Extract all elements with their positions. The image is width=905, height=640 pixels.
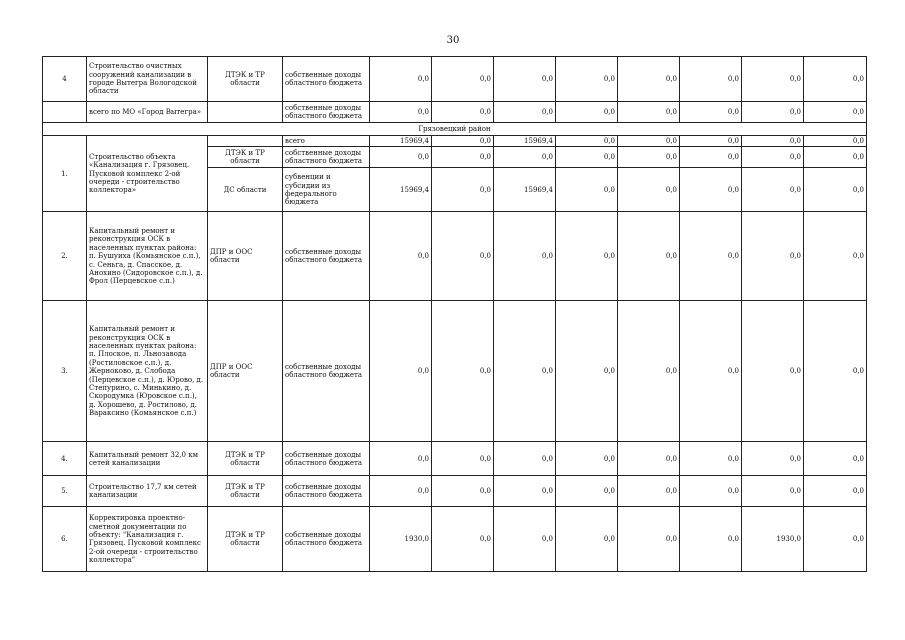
value-cell: 15969,4	[370, 168, 432, 212]
measure-description: Строительство объекта «Канализация г. Грязовец. Пусковой комплекс 2-ой очереди - строительство коллектора»	[87, 136, 208, 212]
value-cell: 0,0	[556, 57, 618, 102]
value-cell: 0,0	[432, 442, 494, 476]
value-cell: 0,0	[556, 102, 618, 123]
value-cell: 0,0	[742, 168, 804, 212]
value-cell: 15969,4	[370, 136, 432, 147]
value-cell: 0,0	[370, 301, 432, 442]
value-cell: 0,0	[804, 102, 867, 123]
value-cell: 0,0	[618, 507, 680, 572]
value-cell: 0,0	[432, 147, 494, 168]
value-cell: 0,0	[804, 301, 867, 442]
row-number: 5.	[43, 476, 87, 507]
value-cell: 0,0	[432, 476, 494, 507]
value-cell: 0,0	[556, 507, 618, 572]
value-cell: 0,0	[618, 136, 680, 147]
funding-source: собственные доходы областного бюджета	[283, 102, 370, 123]
value-cell: 0,0	[494, 476, 556, 507]
executor	[208, 136, 283, 147]
funding-source: собственные доходы областного бюджета	[283, 212, 370, 301]
row-number: 4.	[43, 442, 87, 476]
value-cell: 0,0	[804, 147, 867, 168]
value-cell: 0,0	[680, 442, 742, 476]
value-cell: 0,0	[804, 442, 867, 476]
value-cell: 15969,4	[494, 168, 556, 212]
value-cell: 0,0	[618, 168, 680, 212]
value-cell: 0,0	[494, 442, 556, 476]
value-cell: 0,0	[370, 102, 432, 123]
value-cell: 0,0	[804, 476, 867, 507]
funding-source: собственные доходы областного бюджета	[283, 301, 370, 442]
value-cell: 0,0	[556, 147, 618, 168]
measure-description: Капитальный ремонт и реконструкция ОСК в населенных пунктах района: п. Бушуиха (Комьянское с.п.), с. Сеньга, д. Спасское, д. Анохино (Сидоровское с.п.), д. Фрол (Перцевское с.п.)	[87, 212, 208, 301]
executor: ДПР и ООС области	[208, 301, 283, 442]
table-row	[43, 507, 867, 572]
value-cell: 0,0	[742, 476, 804, 507]
measure-description: Строительство очистных сооружений канализации в городе Вытегра Вологодской области	[87, 57, 208, 102]
value-cell: 0,0	[680, 57, 742, 102]
funding-source: собственные доходы областного бюджета	[283, 147, 370, 168]
measure-description: Строительство 17,7 км сетей канализации	[87, 476, 208, 507]
value-cell: 0,0	[432, 301, 494, 442]
table-row	[43, 102, 867, 123]
value-cell: 0,0	[742, 442, 804, 476]
value-cell: 0,0	[804, 57, 867, 102]
value-cell: 0,0	[680, 147, 742, 168]
table-row	[43, 212, 867, 301]
table-row	[43, 136, 867, 147]
table-row	[43, 57, 867, 102]
funding-source: субвенции и субсидии из федерального бюджета	[283, 168, 370, 212]
value-cell: 0,0	[680, 102, 742, 123]
value-cell: 0,0	[680, 507, 742, 572]
value-cell: 0,0	[556, 301, 618, 442]
measure-description: Корректировка проектно-сметной документации по объекту: "Канализация г. Грязовец. Пусковой комплекс 2-ой очереди - строительство коллектора"	[87, 507, 208, 572]
value-cell: 0,0	[494, 57, 556, 102]
value-cell: 0,0	[618, 102, 680, 123]
value-cell: 0,0	[556, 442, 618, 476]
value-cell: 0,0	[494, 147, 556, 168]
executor: ДС области	[208, 168, 283, 212]
value-cell: 0,0	[804, 168, 867, 212]
value-cell: 1930,0	[370, 507, 432, 572]
value-cell: 0,0	[370, 212, 432, 301]
value-cell: 0,0	[804, 507, 867, 572]
table-row	[43, 301, 867, 442]
measure-description: всего по МО «Город Вытегра»	[87, 102, 208, 123]
funding-source: собственные доходы областного бюджета	[283, 57, 370, 102]
value-cell: 0,0	[494, 507, 556, 572]
executor: ДТЭК и ТР области	[208, 507, 283, 572]
value-cell: 0,0	[618, 476, 680, 507]
value-cell: 0,0	[556, 136, 618, 147]
row-number	[43, 102, 87, 123]
value-cell: 0,0	[804, 212, 867, 301]
executor: ДТЭК и ТР области	[208, 57, 283, 102]
funding-source: собственные доходы областного бюджета	[283, 476, 370, 507]
value-cell: 0,0	[804, 136, 867, 147]
row-number: 3.	[43, 301, 87, 442]
value-cell: 0,0	[432, 212, 494, 301]
value-cell: 1930,0	[742, 507, 804, 572]
value-cell: 0,0	[556, 212, 618, 301]
value-cell: 0,0	[494, 102, 556, 123]
district-heading: Грязовецкий район	[43, 123, 867, 136]
value-cell: 0,0	[618, 147, 680, 168]
value-cell: 0,0	[742, 57, 804, 102]
executor: ДТЭК и ТР области	[208, 147, 283, 168]
value-cell: 0,0	[556, 168, 618, 212]
measure-description: Капитальный ремонт и реконструкция ОСК в населенных пунктах района: п. Плоское, п. Льнозавода (Ростиловское с.п.), д. Жерноково, д. Слобода (Перцевское с.п.), д. Юрово, д. Степурино, с. Минькино, д. Скородумка (Юровское с.п.), д. Хорошево, д. Ростилово, д. Вараксино (Комьянское с.п.)	[87, 301, 208, 442]
value-cell: 0,0	[370, 442, 432, 476]
value-cell: 0,0	[742, 147, 804, 168]
value-cell: 0,0	[432, 102, 494, 123]
row-number: 4	[43, 57, 87, 102]
funding-source: собственные доходы областного бюджета	[283, 442, 370, 476]
executor: ДТЭК и ТР области	[208, 442, 283, 476]
value-cell: 0,0	[680, 476, 742, 507]
value-cell: 0,0	[680, 168, 742, 212]
row-number: 1.	[43, 136, 87, 212]
executor	[208, 102, 283, 123]
value-cell: 0,0	[370, 147, 432, 168]
value-cell: 0,0	[680, 136, 742, 147]
page-number: 30	[446, 35, 460, 46]
value-cell: 0,0	[680, 301, 742, 442]
executor: ДТЭК и ТР области	[208, 476, 283, 507]
value-cell: 0,0	[370, 57, 432, 102]
value-cell: 0,0	[494, 301, 556, 442]
value-cell: 0,0	[618, 301, 680, 442]
value-cell: 0,0	[618, 212, 680, 301]
value-cell: 0,0	[494, 212, 556, 301]
value-cell: 0,0	[742, 102, 804, 123]
table-row	[43, 476, 867, 507]
measure-description: Капитальный ремонт 32,0 км сетей канализации	[87, 442, 208, 476]
value-cell: 0,0	[432, 57, 494, 102]
value-cell: 0,0	[432, 136, 494, 147]
value-cell: 0,0	[680, 212, 742, 301]
executor: ДПР и ООС области	[208, 212, 283, 301]
row-number: 6.	[43, 507, 87, 572]
value-cell: 0,0	[618, 442, 680, 476]
district-row	[43, 123, 867, 136]
funding-source: всего	[283, 136, 370, 147]
row-number: 2.	[43, 212, 87, 301]
budget-table	[42, 56, 867, 572]
value-cell: 15969,4	[494, 136, 556, 147]
funding-source: собственные доходы областного бюджета	[283, 507, 370, 572]
value-cell: 0,0	[432, 168, 494, 212]
value-cell: 0,0	[618, 57, 680, 102]
value-cell: 0,0	[432, 507, 494, 572]
value-cell: 0,0	[742, 136, 804, 147]
value-cell: 0,0	[742, 212, 804, 301]
table-row	[43, 442, 867, 476]
value-cell: 0,0	[742, 301, 804, 442]
value-cell: 0,0	[370, 476, 432, 507]
value-cell: 0,0	[556, 476, 618, 507]
